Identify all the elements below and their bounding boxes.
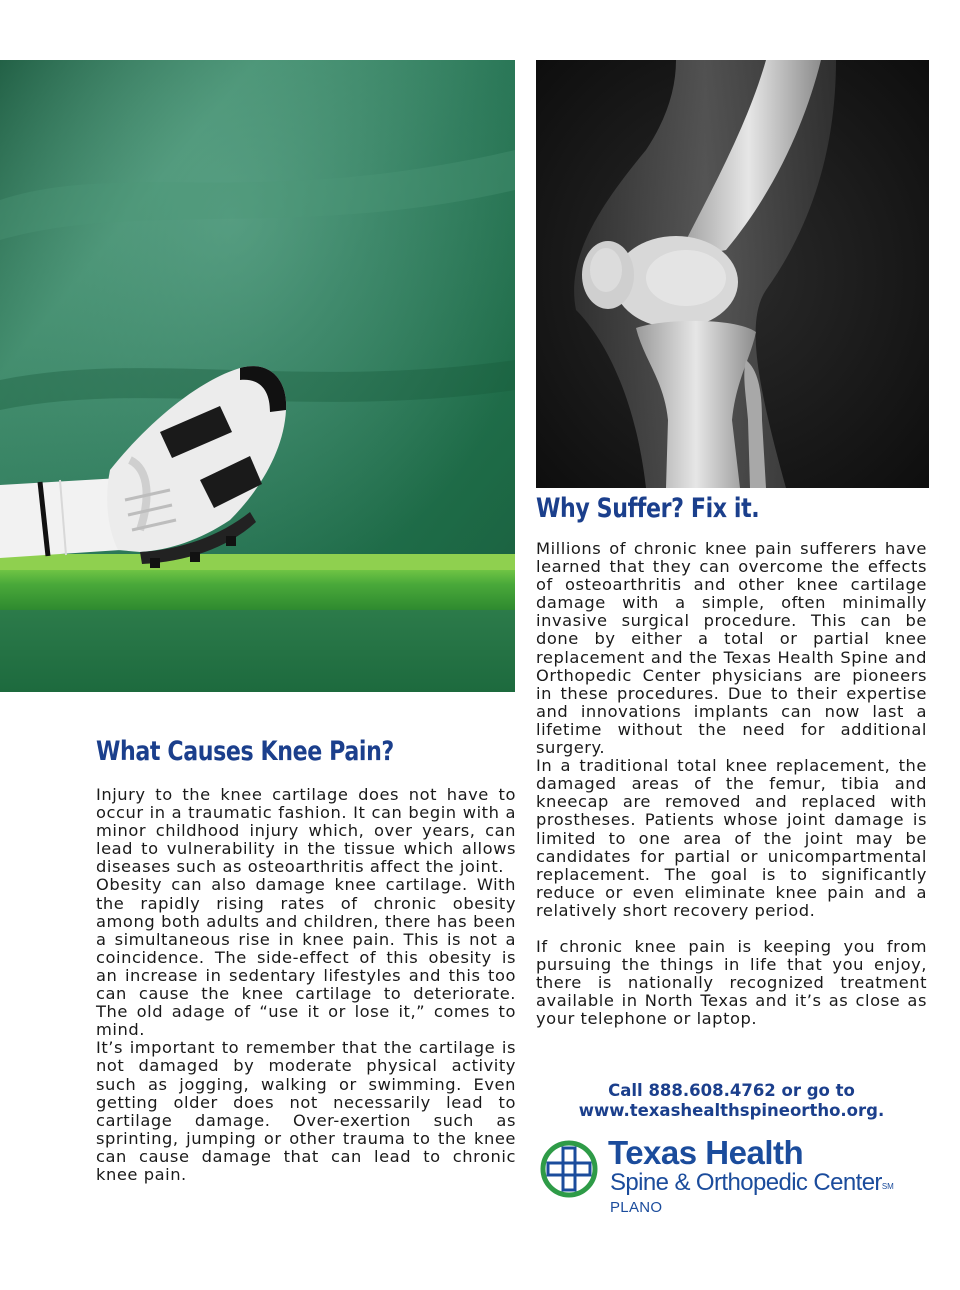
cta-website-link[interactable]: www.texashealthspineortho.org. <box>578 1101 885 1120</box>
right-article-body <box>536 540 927 1028</box>
left-paragraph: Injury to the knee cartilage does not have to occur in a traumatic fashion. It can begin with a minor childhood injury which, over years, can lead to vulnerability in the tissue which allows diseases such as osteoarthritis affect the joint. <box>96 785 516 877</box>
logo-location: PLANO <box>610 1199 663 1216</box>
logo-sm-mark: SM <box>881 1182 894 1191</box>
left-article-body <box>96 786 516 1184</box>
texas-health-logo <box>538 1135 928 1220</box>
right-paragraph: In a traditional total knee replacement, the damaged areas of the femur, tibia and kneecap are removed and replaced with prostheses. Patients whose joint damage is limited to one area of the joint may be candidates for partial or unicompartmental replacement. The goal is to significantly reduce or even eliminate knee pain and a relatively short recovery period. <box>536 756 927 920</box>
left-paragraph: It’s important to remember that the cartilage is not damaged by moderate physical activity such as jogging, walking or swimming. Even getting older does not necessarily lead to cartilage damage. Over-exertion such as sprinting, jumping or other trauma to the knee can cause damage that can lead to chronic knee pain. <box>96 1038 516 1184</box>
left-paragraph: Obesity can also damage knee cartilage. With the rapidly rising rates of chronic obesity among both adults and children, there has been a simultaneous rise in knee pain. This is not a coincidence. The side-effect of this obesity is an increase in sedentary lifestyles and this too can cause the knee cartilage to deteriorate. The old adage of “use it or lose it,” comes to mind. <box>96 875 516 1040</box>
logo-subtitle: Spine & Orthopedic Center℠ <box>610 1169 894 1196</box>
right-paragraph: If chronic knee pain is keeping you from pursuing the things in life that you enjoy, there is nationally recognized treatment available in North Texas and it’s as close as your telephone or laptop. <box>536 936 927 1029</box>
logo-name: Texas Health <box>608 1134 804 1171</box>
soccer-cleat-photo <box>0 60 515 692</box>
cta-phone-line: Call 888.608.4762 or go to <box>608 1081 855 1100</box>
logo-cross-icon <box>538 1138 600 1200</box>
knee-xray-photo <box>536 60 929 488</box>
why-suffer-heading: Why Suffer? Fix it. <box>536 493 760 524</box>
call-to-action <box>536 1081 927 1121</box>
right-paragraph: Millions of chronic knee pain sufferers have learned that they can overcome the effects of osteoarthritis and other knee cartilage damage with a simple, often minimally invasive surgical procedure. This can be done by either a total or partial knee replacement and the Texas Health Spine and Orthopedic Center physicians are pioneers in these procedures. Due to their expertise and innovations implants can now last a lifetime without the need for additional surgery. <box>536 539 927 758</box>
knee-pain-causes-heading: What Causes Knee Pain? <box>96 736 394 767</box>
